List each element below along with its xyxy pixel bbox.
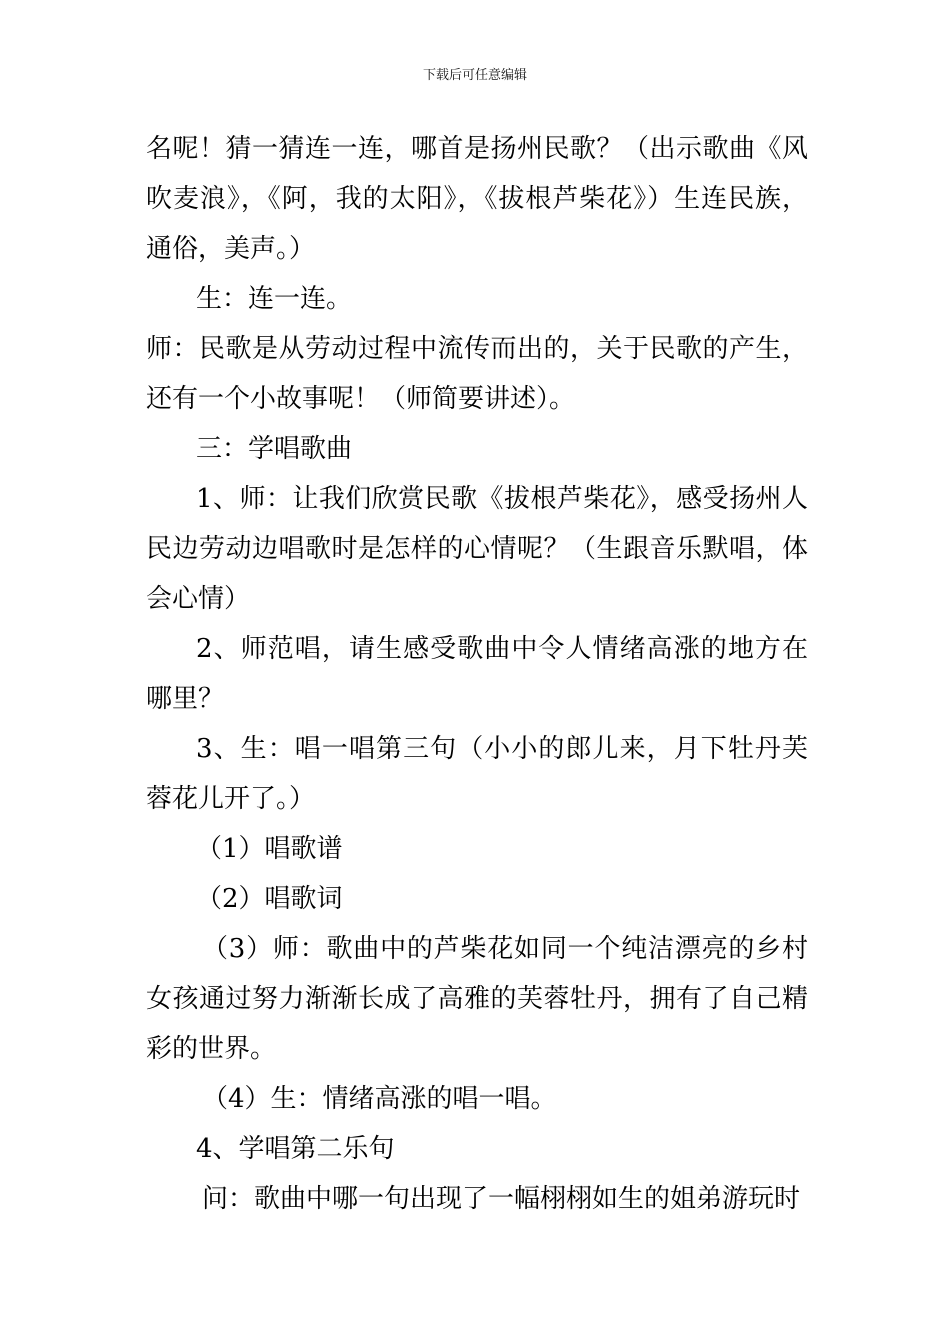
paragraph-5: 1、师：让我们欣赏民歌《拔根芦柴花》，感受扬州人民边劳动边唱歌时是怎样的心情呢？（生跟音乐默唱，体会心情） [146,484,808,614]
paragraph-3: 师：民歌是从劳动过程中流传而出的，关于民歌的产生，还有一个小故事呢！（师简要讲述）。 [146,334,808,414]
paragraph-10: （3）师：歌曲中的芦柴花如同一个纯洁漂亮的乡村女孩通过努力渐渐长成了高雅的芙蓉牡丹，拥有了自己精彩的世界。 [146,934,808,1064]
document-body [146,124,808,1224]
paragraph-7: 3、生：唱一唱第三句（小小的郎儿来，月下牡丹芙蓉花儿开了。） [146,734,808,814]
page-header: 下载后可任意编辑 [422,68,527,83]
paragraph-8: （1）唱歌谱 [196,834,343,864]
section-heading: 三：学唱歌曲 [196,434,353,464]
paragraph-13: 问：歌曲中哪一句出现了一幅栩栩如生的姐弟游玩时 [202,1184,801,1214]
paragraph-6: 2、师范唱，请生感受歌曲中令人情绪高涨的地方在哪里？ [146,634,808,714]
paragraph-9: （2）唱歌词 [196,884,343,914]
paragraph-1: 名呢！猜一猜连一连，哪首是扬州民歌？（出示歌曲《风吹麦浪》，《阿，我的太阳》，《拔根芦柴花》）生连民族，通俗，美声。） [146,134,808,264]
paragraph-12: 4、学唱第二乐句 [196,1134,395,1164]
paragraph-11: （4）生：情绪高涨的唱一唱。 [202,1084,557,1114]
paragraph-2: 生：连一连。 [196,284,353,314]
